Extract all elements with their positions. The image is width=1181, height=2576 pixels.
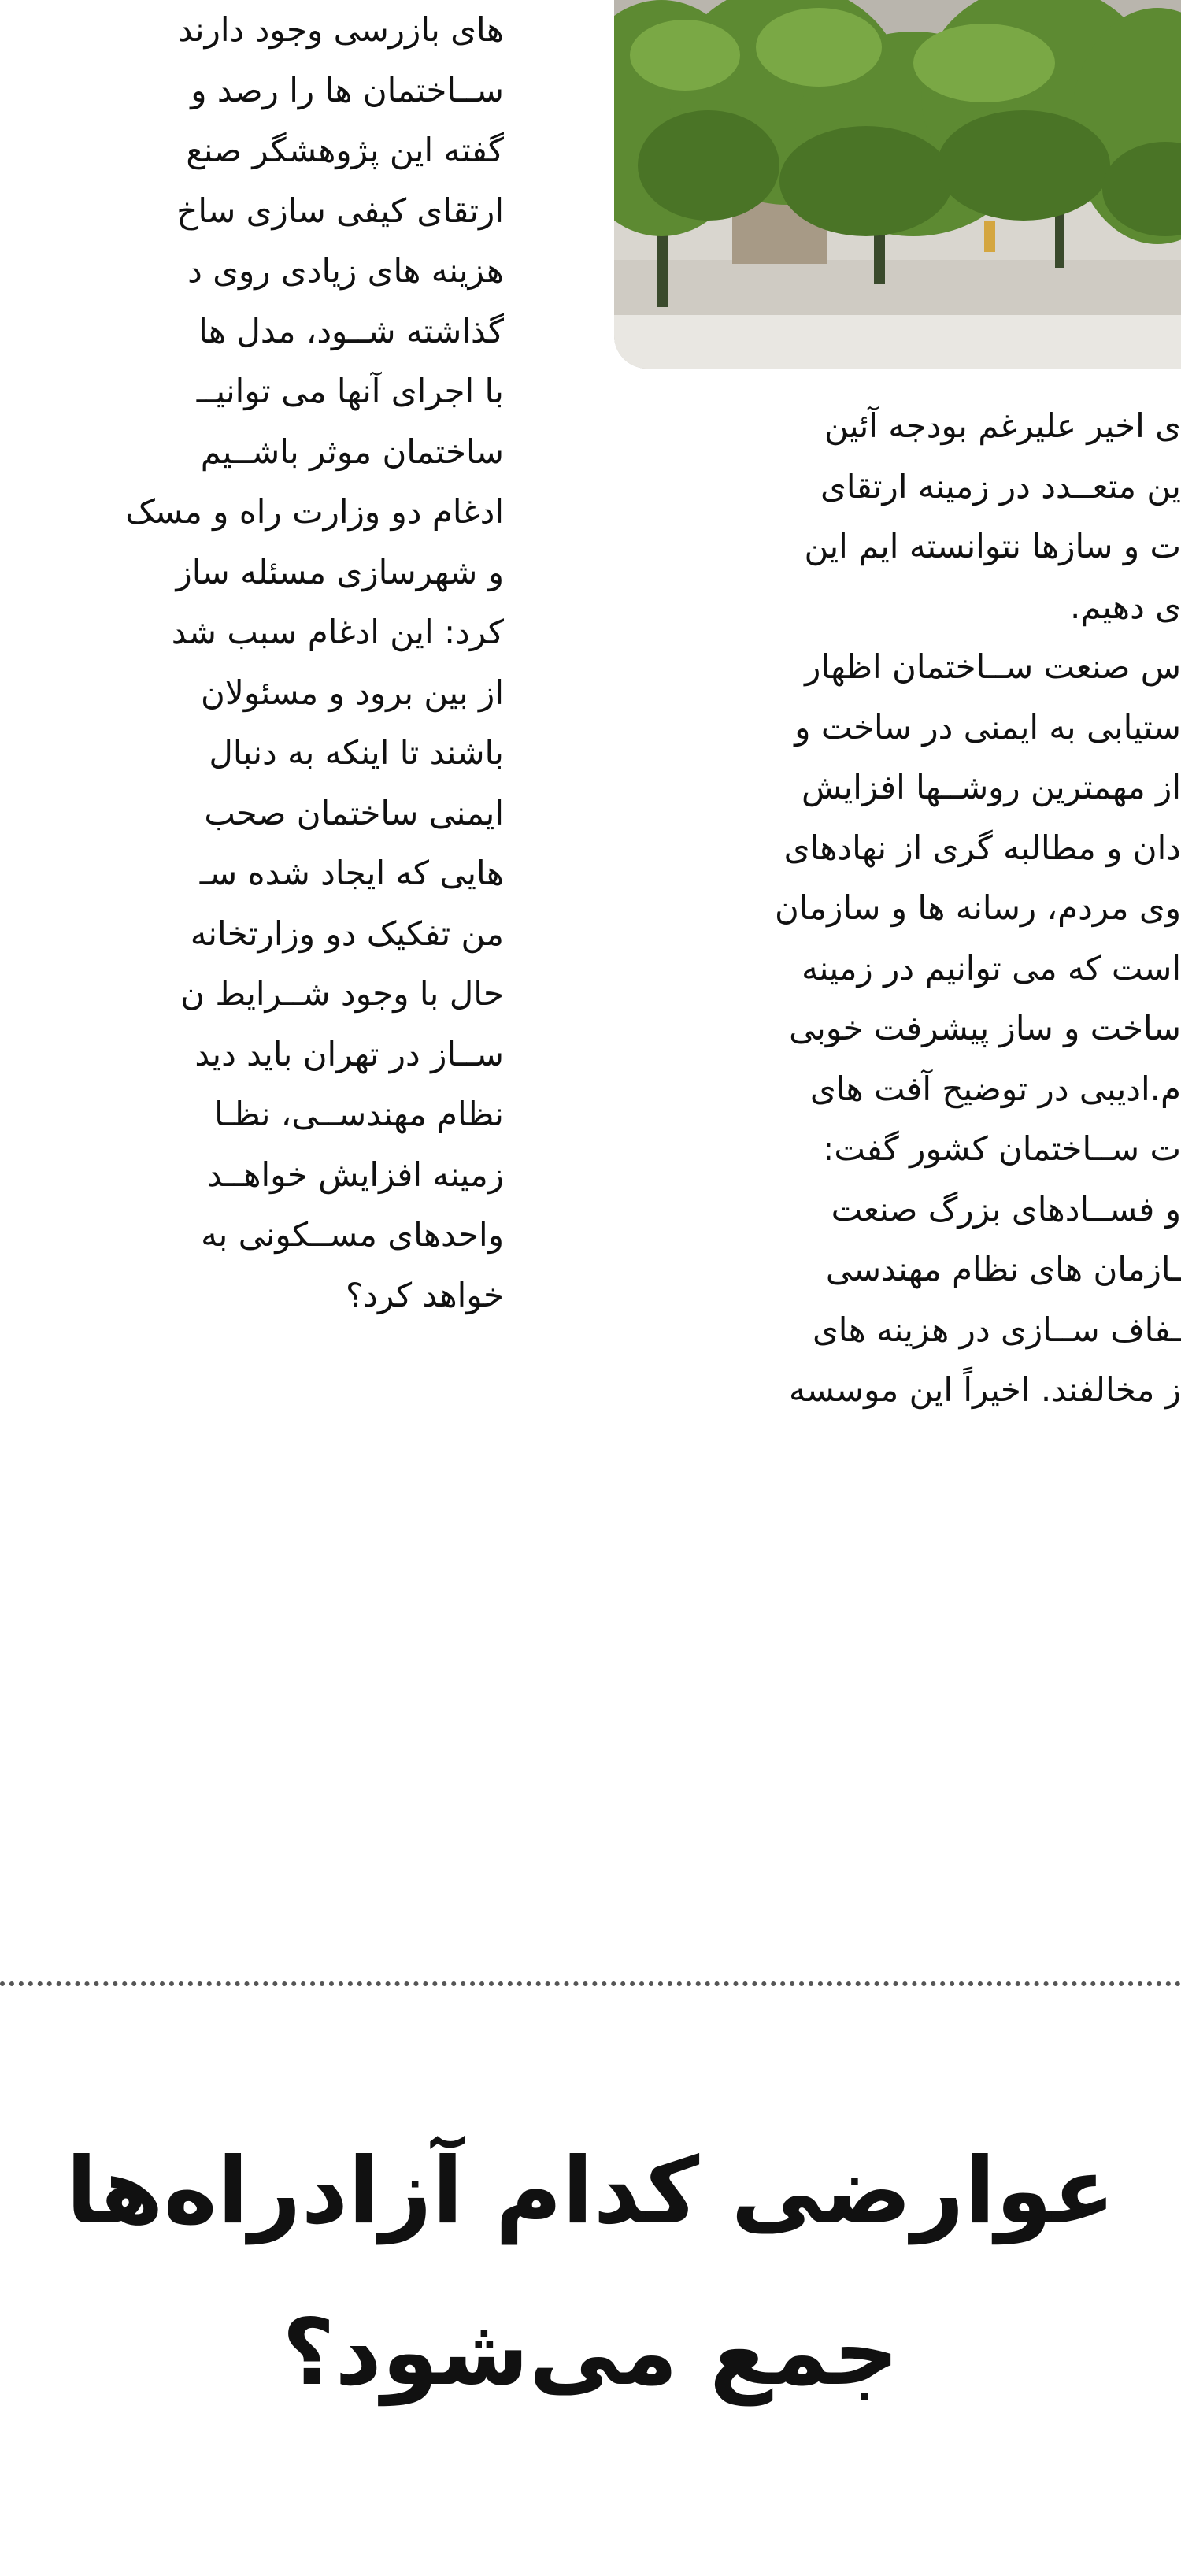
text-line: از بین برود و مسئولان <box>201 673 504 712</box>
article-column-left <box>0 0 504 1325</box>
text-line: نظام مهندســی، نظـا <box>214 1095 504 1133</box>
text-line: ستیابی به ایمنی در ساخت و <box>794 707 1181 747</box>
text-line: ارتقای کیفی سازی ساخ <box>176 191 504 230</box>
trees-sidewalk-photo <box>614 0 1181 369</box>
text-line: خواهد کرد؟ <box>345 1275 504 1314</box>
article-column-right <box>595 396 1181 1421</box>
text-line: ایمنی ساختمان صحب <box>204 793 504 832</box>
text-line: و شهرسازی مسئله ساز <box>176 552 504 591</box>
text-line: دان و مطالبه گری از نهادهای <box>783 828 1181 867</box>
text-line: ت ســاختمان کشور گفت: <box>823 1129 1181 1168</box>
text-line: کرد: این ادغام سبب شد <box>171 613 504 651</box>
text-line: وی مردم، رسانه ها و سازمان <box>775 888 1181 927</box>
text-line: ادغام دو وزارت راه و مسک <box>125 492 504 531</box>
text-line: ین متعــدد در زمینه ارتقای <box>820 466 1181 506</box>
text-line: هایی که ایجاد شده سـ <box>199 854 504 892</box>
text-line: من تفکیک دو وزارتخانه <box>190 914 504 953</box>
text-line: ز مخالفند. اخیراً این موسسه <box>788 1370 1181 1409</box>
text-line: است که می توانیم در زمینه <box>802 948 1181 988</box>
text-line: ی دهیم. <box>1069 587 1181 626</box>
article-photo <box>614 0 1181 369</box>
text-line: حال با وجود شــرایط ن <box>180 974 504 1013</box>
text-line: م.ادیبی در توضیح آفت های <box>809 1069 1181 1108</box>
text-line: س صنعت ســاختمان اظهار <box>805 647 1181 686</box>
text-line: ساختمان موثر باشــیم <box>200 432 504 471</box>
text-line: و فســادهای بزرگ صنعت <box>831 1189 1181 1229</box>
text-line: گذاشته شــود، مدل ها <box>198 311 504 350</box>
text-line: ساخت و ساز پیشرفت خوبی <box>789 1009 1181 1047</box>
section-divider <box>0 1981 1181 1986</box>
text-line: با اجرای آنها می توانیــ <box>196 372 504 410</box>
text-line: هزینه های زیادی روی د <box>187 251 504 290</box>
text-line: ـفاف ســازی در هزینه های <box>812 1310 1181 1349</box>
text-line: از مهمترین روشــها افزایش <box>802 768 1181 806</box>
text-line: باشند تا اینکه به دنبال <box>209 733 504 772</box>
text-line: ت و سازها نتوانسته ایم این <box>804 527 1181 565</box>
headline-line-1: عوارضی کدام آزادراه‌ها <box>65 2138 1116 2244</box>
article-headline <box>0 2111 1181 2433</box>
text-line: گفته این پژوهشگر صنع <box>186 131 504 169</box>
text-line: زمینه افزایش خواهــد <box>206 1155 504 1194</box>
text-line: واحدهای مســکونی به <box>201 1215 504 1254</box>
text-line: ســاختمان ها را رصد و <box>191 70 504 109</box>
text-line: ســاز در تهران باید دید <box>194 1034 504 1073</box>
text-line: ی اخیر علیرغم بودجه آئین <box>824 406 1181 445</box>
text-line: های بازرسی وجود دارند <box>177 10 504 49</box>
text-line: ـازمان های نظام مهندسی <box>825 1250 1181 1288</box>
headline-line-2: جمع می‌شود؟ <box>282 2300 899 2406</box>
